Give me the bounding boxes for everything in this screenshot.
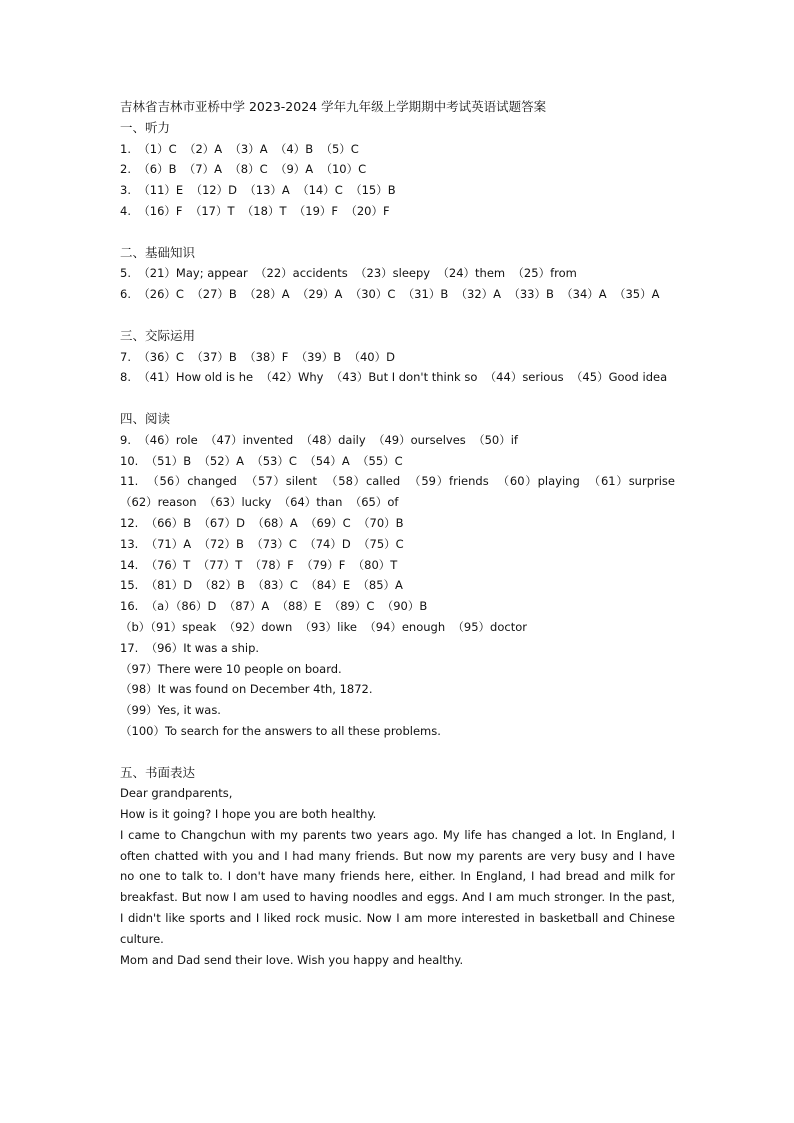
answer-line: 13. （71）A （72）B （73）C （74）D （75）C xyxy=(120,536,404,551)
essay-greeting: Dear grandparents, xyxy=(120,786,233,801)
answer-line: 1. （1）C （2）A （3）A （4）B （5）C xyxy=(120,141,359,156)
answer-document xyxy=(120,97,683,970)
section-heading-basic-knowledge: 二、基础知识 xyxy=(120,244,196,260)
spacer xyxy=(120,388,675,409)
answer-line: 2. （6）B （7）A （8）C （9）A （10）C xyxy=(120,162,367,177)
section-heading-reading: 四、阅读 xyxy=(120,410,171,426)
answer-line: 4. （16）F （17）T （18）T （19）F （20）F xyxy=(120,203,390,218)
section-heading-communication: 三、交际运用 xyxy=(120,327,196,343)
answer-line: （99）Yes, it was. xyxy=(120,703,221,718)
section-heading-writing: 五、书面表达 xyxy=(120,764,196,780)
answer-line: 17. （96）It was a ship. xyxy=(120,640,260,655)
answer-line: 3. （11）E （12）D （13）A （14）C （15）B xyxy=(120,183,396,198)
answer-line: 10. （51）B （52）A （53）C （54）A （55）C xyxy=(120,453,403,468)
essay-paragraph: I came to Changchun with my parents two years ago. My life has changed a lot. In England, I often chatted with you and I had many friends. But now my parents are very busy and I have no one to talk to. I don't have many friends here, either. In England, I had bread and milk for breakfast. But now I am used to having noodles and eggs. And I am much stronger. In the past, I didn't like sports and I liked rock music. Now I am more interested in basketball and Chinese culture. xyxy=(120,827,679,946)
answer-line: 9. （46）role （47）invented （48）daily （49）ourselves （50）if xyxy=(120,432,518,447)
answer-line: 16. （a）（86）D （87）A （88）E （89）C （90）B xyxy=(120,599,428,614)
essay-paragraph: How is it going? I hope you are both healthy. xyxy=(120,807,377,822)
answer-line: （b）（91）speak （92）down （93）like （94）enough （95）doctor xyxy=(120,619,527,634)
answer-line: 11. （56）changed （57）silent （58）called （59）friends （60）playing （61）surprise （62）reason （63）lucky （64）than （65）of xyxy=(120,474,683,510)
answer-line: 8. （41）How old is he （42）Why （43）But I don't think so （44）serious （45）Good idea xyxy=(120,370,668,385)
answer-line: 5. （21）May; appear （22）accidents （23）sleepy （24）them （25）from xyxy=(120,266,577,281)
section-heading-listening: 一、听力 xyxy=(120,119,171,135)
answer-line: （97）There were 10 people on board. xyxy=(120,661,342,676)
document-title: 吉林省吉林市亚桥中学 2023-2024 学年九年级上学期期中考试英语试题答案 xyxy=(120,99,547,114)
spacer xyxy=(120,222,675,243)
answer-line: （98）It was found on December 4th, 1872. xyxy=(120,682,373,697)
answer-line: 7. （36）C （37）B （38）F （39）B （40）D xyxy=(120,349,395,364)
spacer xyxy=(120,742,675,763)
answer-line: 6. （26）C （27）B （28）A （29）A （30）C （31）B （32）A （33）B （34）A （35）A xyxy=(120,287,660,302)
answer-line: 15. （81）D （82）B （83）C （84）E （85）A xyxy=(120,578,403,593)
spacer xyxy=(120,305,675,326)
answer-line: 14. （76）T （77）T （78）F （79）F （80）T xyxy=(120,557,398,572)
answer-line: 12. （66）B （67）D （68）A （69）C （70）B xyxy=(120,515,404,530)
essay-paragraph: Mom and Dad send their love. Wish you happy and healthy. xyxy=(120,952,464,967)
answer-line: （100）To search for the answers to all these problems. xyxy=(120,723,441,738)
